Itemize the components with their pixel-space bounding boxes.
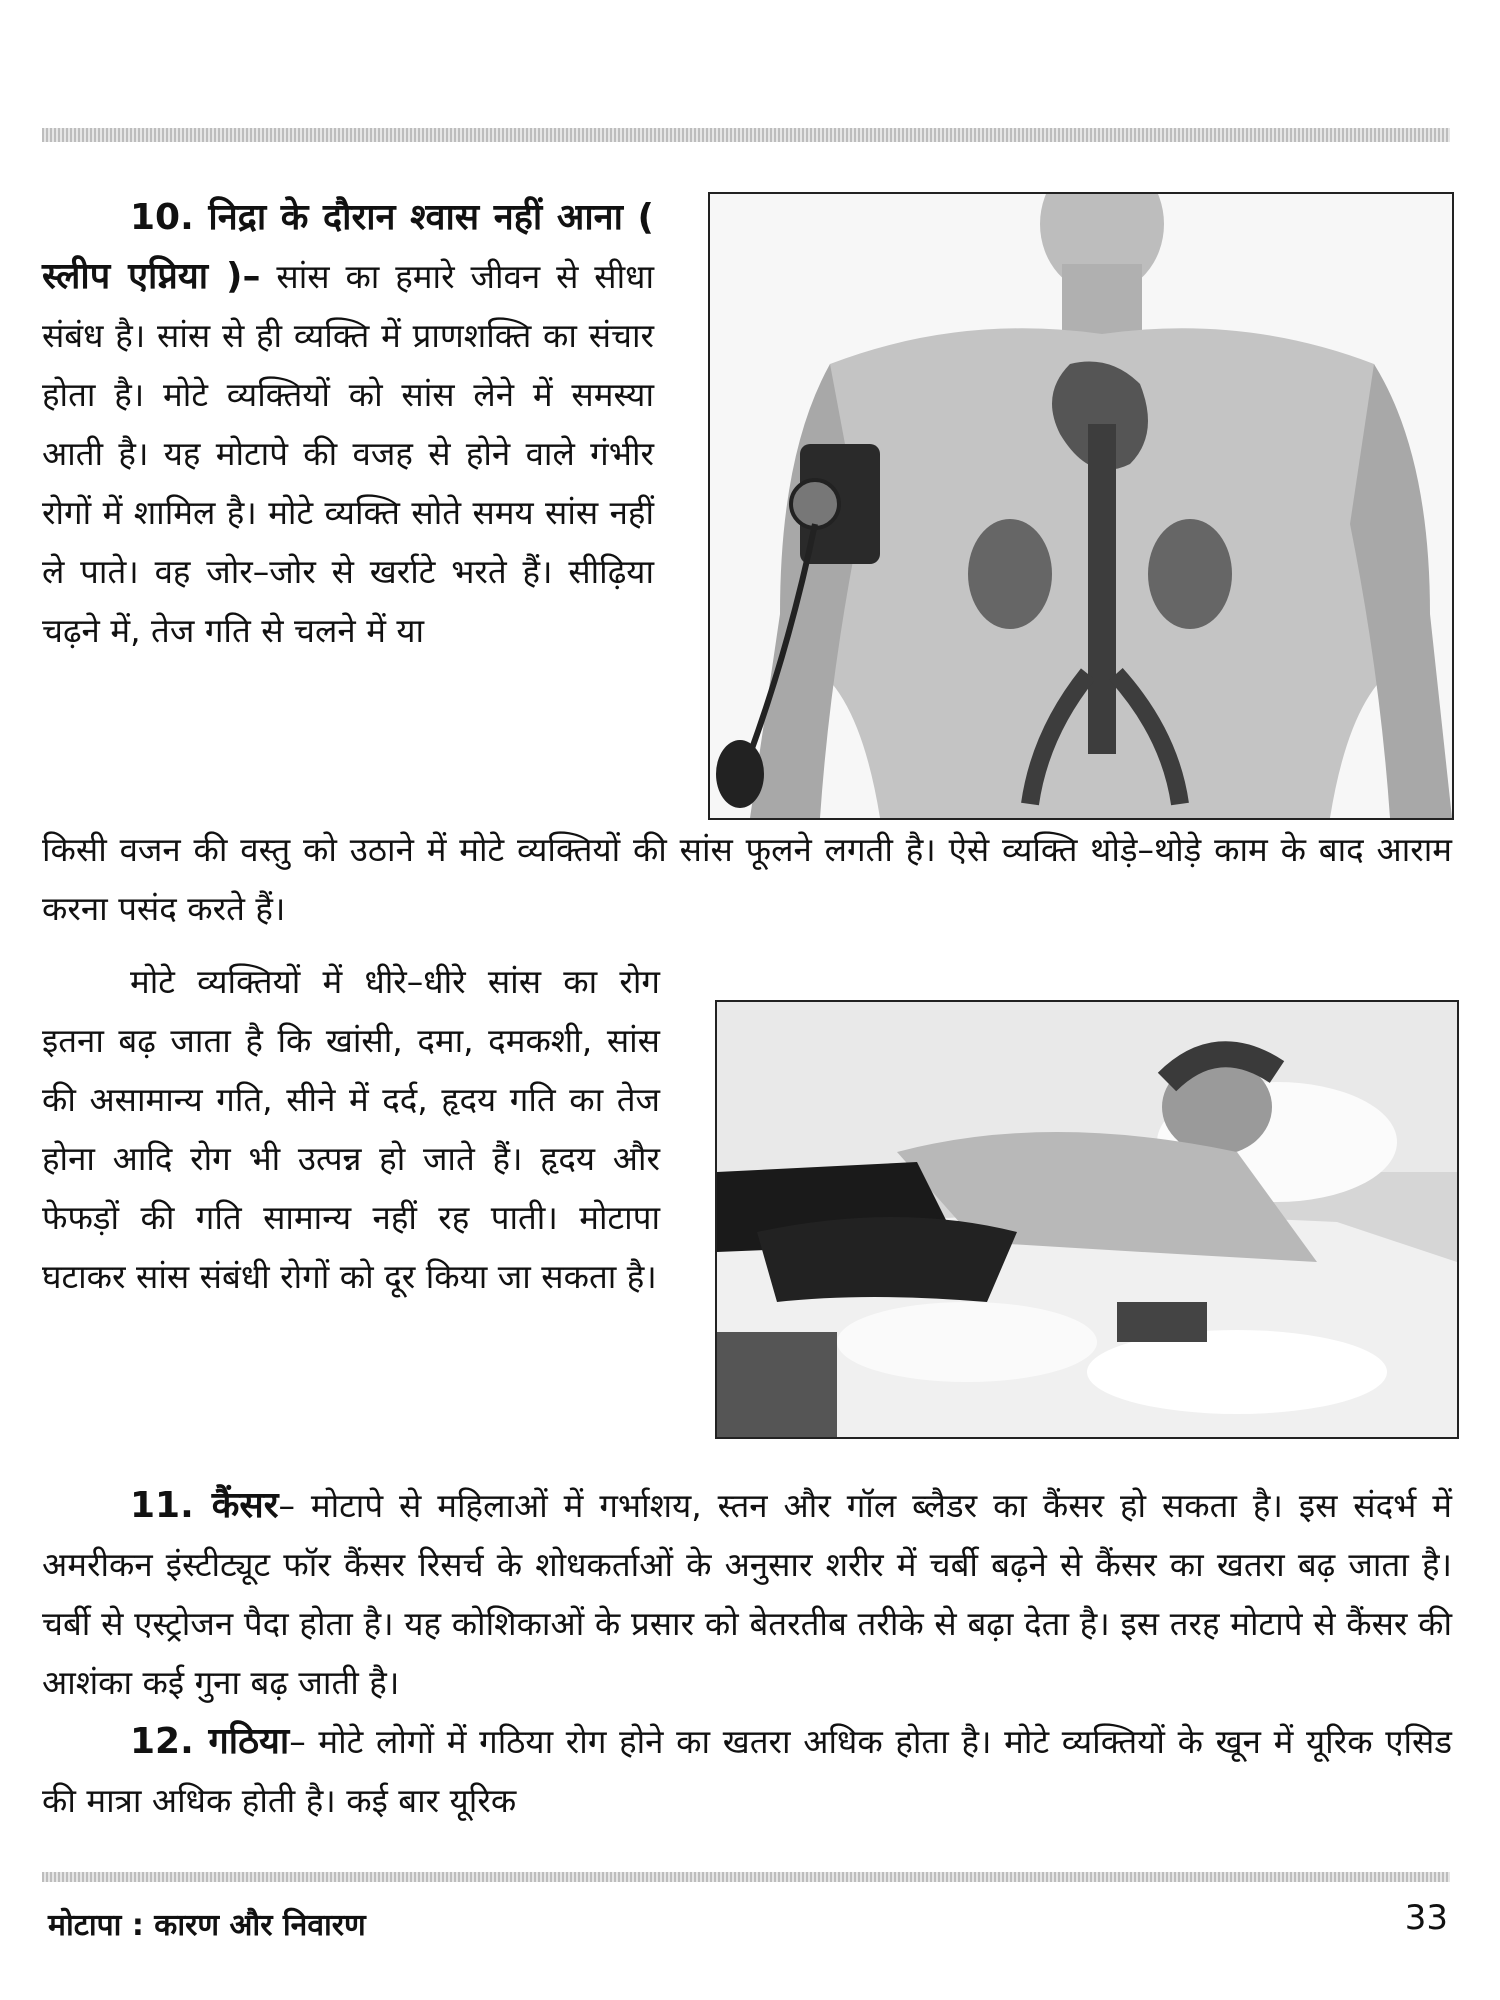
sleeping-person-photo (715, 1000, 1459, 1439)
respiratory-paragraph-column (42, 952, 660, 1306)
section-12-heading: 12. गठिया (130, 1721, 290, 1762)
book-title-footer: मोटापा : कारण और निवारण (48, 1908, 366, 1943)
section-12-text: – मोटे लोगों में गठिया रोग होने का खतरा अधिक होता है। मोटे व्यक्तियों के खून में यूरिक एसिड की मात्रा अधिक होती है। कई बार यूरिक (42, 1722, 1452, 1820)
sections-11-12 (42, 1476, 1452, 1830)
page-number: 33 (1404, 1898, 1448, 1938)
sleeping-person-drawing (717, 1002, 1457, 1437)
section-11-paragraph (42, 1476, 1452, 1712)
section-10-text: सांस का हमारे जीवन से सीधा संबंध है। सांस से ही व्यक्ति में प्राणशक्ति का संचार होता है। मोटे व्यक्तियों को सांस लेने में समस्या आती है। यह मोटापे की वजह से होने वाले गंभीर रोगों में शामिल है। मोटे व्यक्ति सोते समय सांस नहीं ले पाते। वह जोर–जोर से खर्राटे भरते हैं। सीढ़िया चढ़ने में, तेज गति से चलने में या (42, 257, 654, 650)
section-10-heading: 10. निद्रा के दौरान श्वास नहीं आना ( स्लीप एप्निया )– (42, 197, 654, 297)
section-10-continuation (42, 820, 1452, 938)
section-10-continuation-text: किसी वजन की वस्तु को उठाने में मोटे व्यक्तियों की सांस फूलने लगती है। ऐसे व्यक्ति थोड़े–थोड़े काम के बाद आराम करना पसंद करते हैं। (42, 830, 1452, 928)
anatomy-illustration (708, 192, 1454, 820)
section-11-text: – मोटापे से महिलाओं में गर्भाशय, स्तन और गॉल ब्लैडर का कैंसर हो सकता है। इस संदर्भ में अमरीकन इंस्टीट्यूट फॉर कैंसर रिसर्च के शोधकर्ताओं के अनुसार शरीर में चर्बी बढ़ने से कैंसर का खतरा बढ़ जाता है। चर्बी से एस्ट्रोजन पैदा होता है। यह कोशिकाओं के प्रसार को बेतरतीब तरीके से बढ़ा देता है। इस तरह मोटापे से कैंसर की आशंका कई गुना बढ़ जाती है। (42, 1486, 1453, 1702)
section-10-column (42, 188, 654, 660)
header-rule (42, 128, 1450, 142)
anatomy-drawing (710, 194, 1452, 818)
section-11-heading: 11. कैंसर (130, 1485, 279, 1526)
section-12-paragraph (42, 1712, 1452, 1830)
footer-rule (42, 1872, 1450, 1882)
respiratory-paragraph: मोटे व्यक्तियों में धीरे–धीरे सांस का रोग इतना बढ़ जाता है कि खांसी, दमा, दमकशी, सांस की असामान्य गति, सीने में दर्द, हृदय गति का तेज होना आदि रोग भी उत्पन्न हो जाते हैं। हृदय और फेफड़ों की गति सामान्य नहीं रह पाती। मोटापा घटाकर सांस संबंधी रोगों को दूर किया जा सकता है। (42, 962, 660, 1296)
